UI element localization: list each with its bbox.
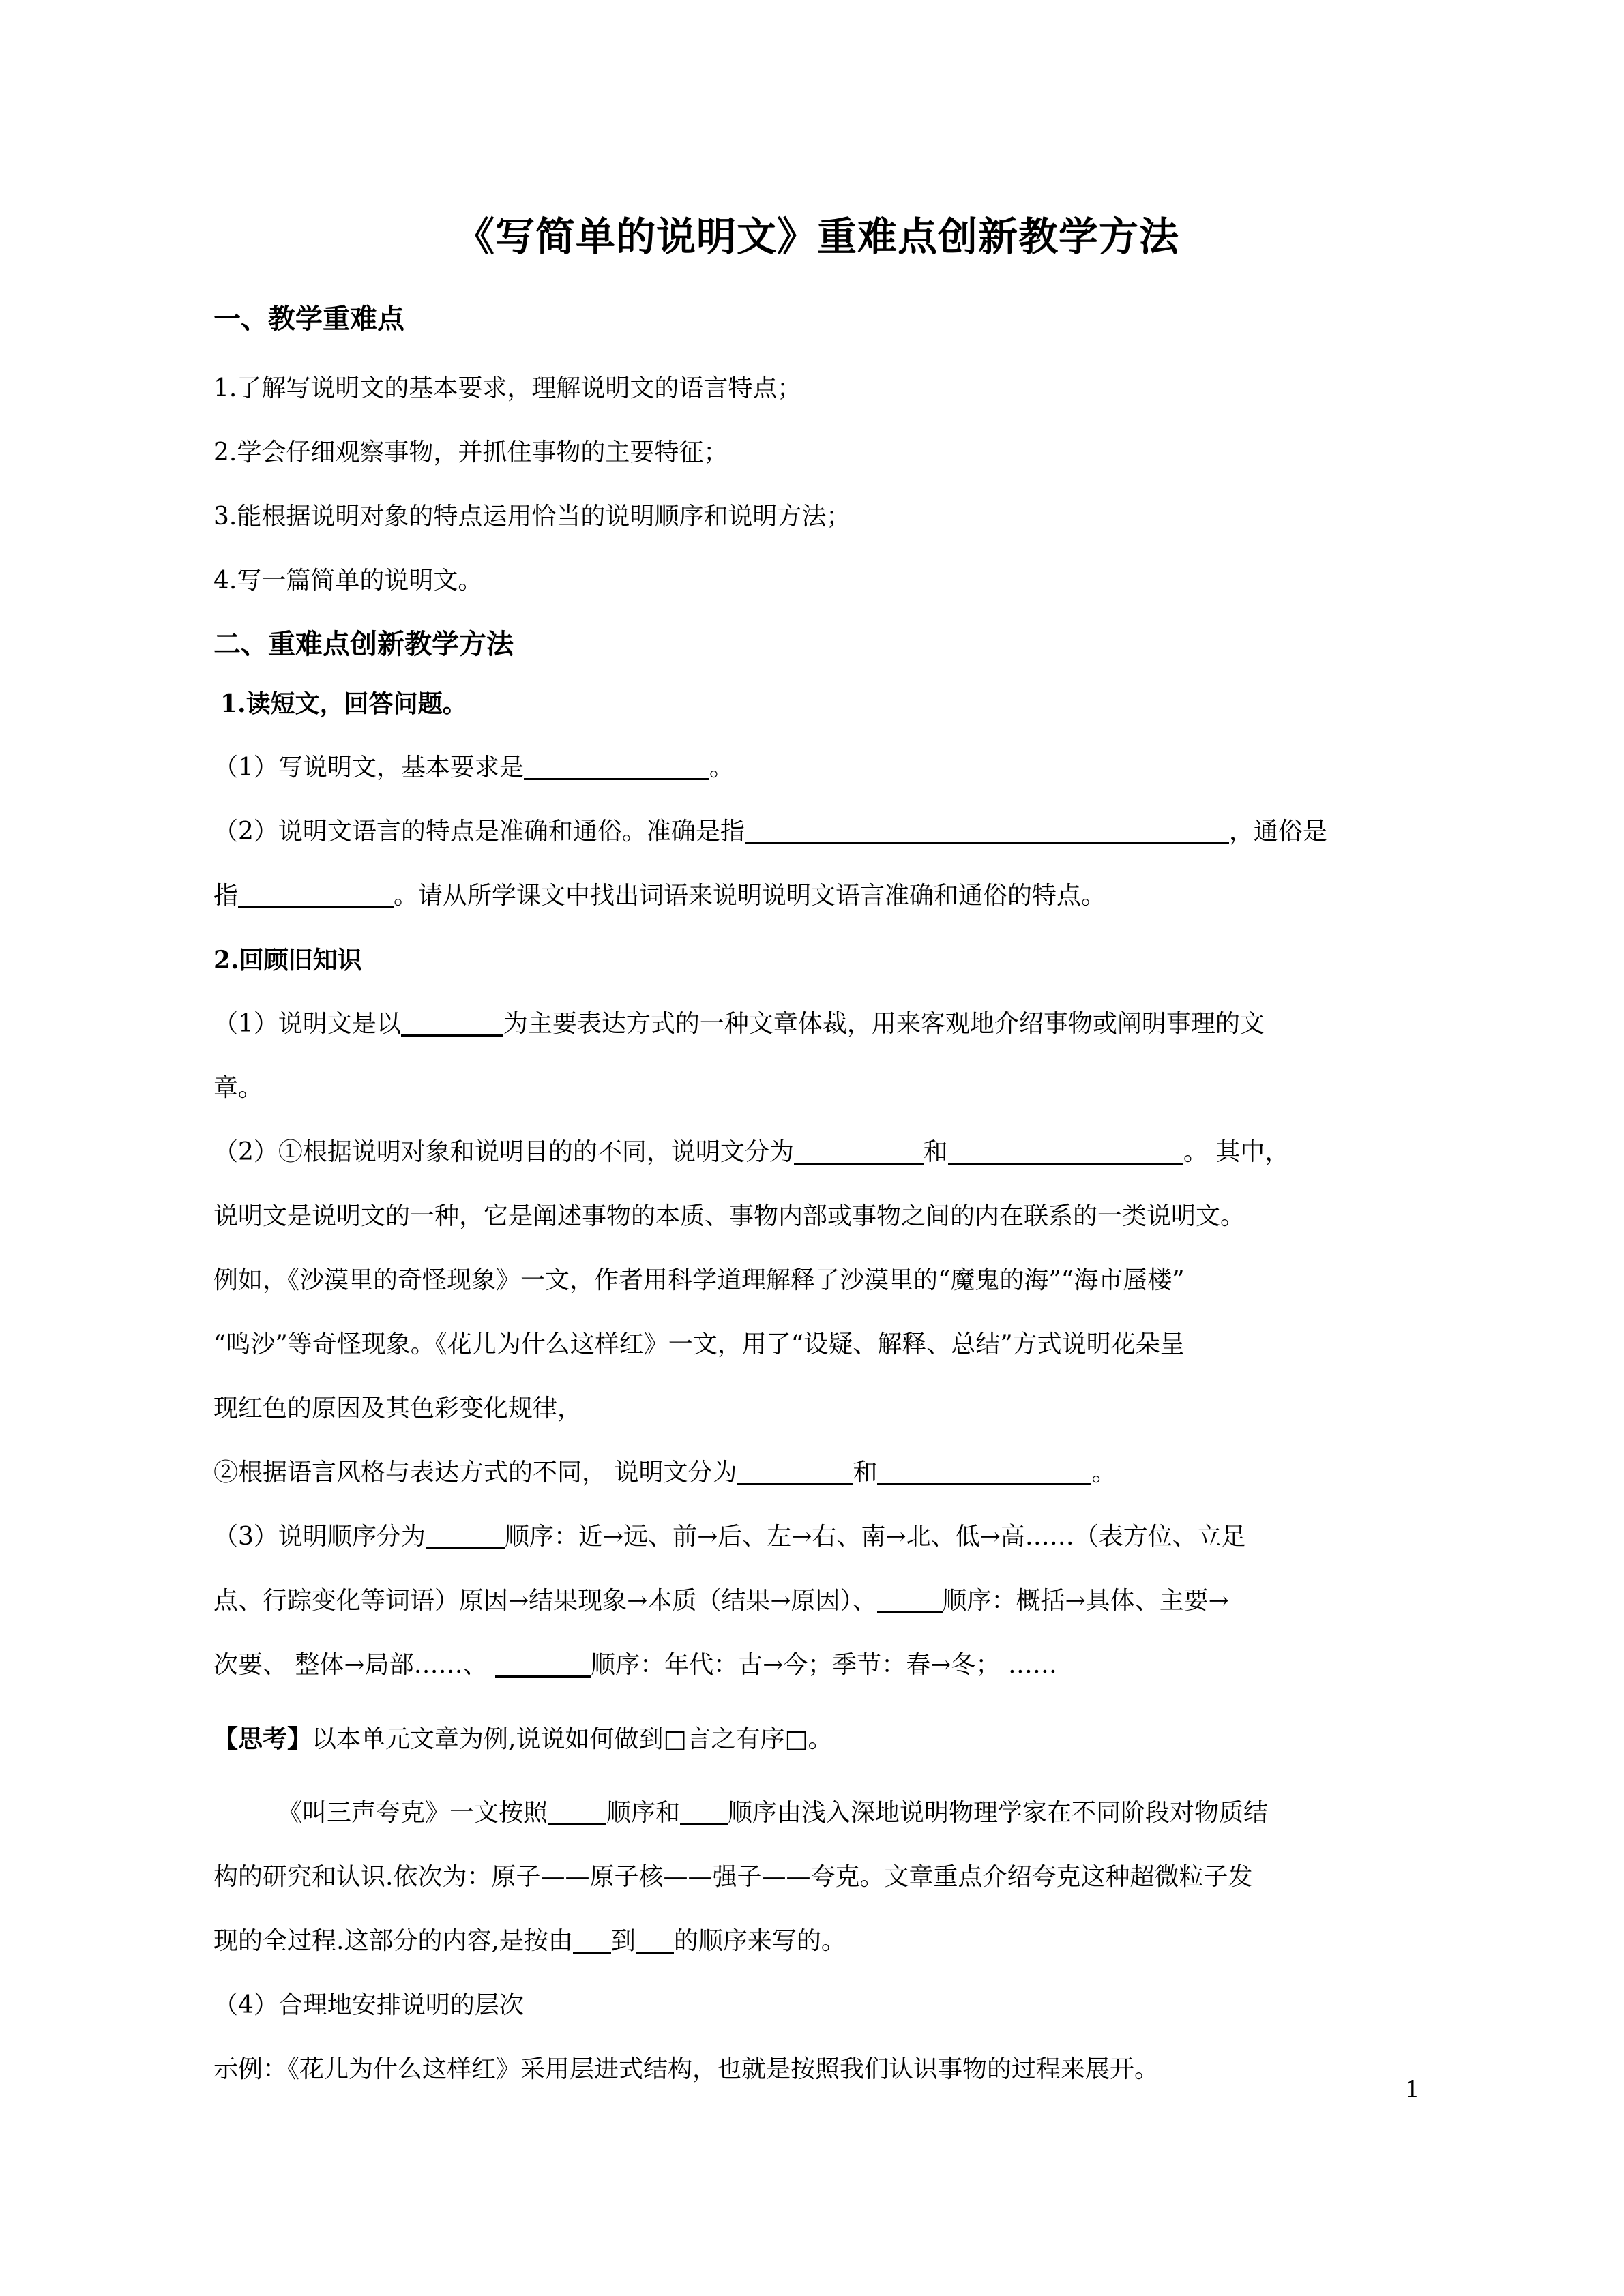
text-span: 。 — [1091, 1459, 1117, 1487]
paragraph: 现红色的原因及其色彩变化规律， — [213, 1395, 582, 1422]
document-body — [213, 205, 1421, 2102]
question-heading-1: 1.读短文，回答问题。 — [220, 689, 467, 718]
page-number: 1 — [1405, 2076, 1420, 2103]
list-item: 1.了解写说明文的基本要求，理解说明文的语言特点； — [213, 374, 802, 402]
fill-blank — [495, 1650, 591, 1678]
text-span: 以本单元文章为例,说说如何做到□言之有序□。 — [312, 1725, 833, 1753]
paragraph — [213, 1909, 1421, 1973]
list-item: 2.学会仔细观察事物，并抓住事物的主要特征； — [213, 438, 728, 466]
paragraph — [213, 1707, 1421, 1772]
question-heading-2: 2.回顾旧知识 — [213, 946, 362, 974]
section-heading-2: 二、重难点创新教学方法 — [213, 629, 514, 660]
text-span: 。 — [709, 754, 734, 781]
text-span: （2）①根据说明对象和说明目的的不同，说明文分为 — [213, 1138, 794, 1166]
paragraph — [213, 1120, 1421, 1184]
paragraph — [213, 800, 1421, 864]
text-span: 顺序：年代：古→今；季节：春→冬； …… — [591, 1651, 1057, 1679]
list-item: 3.能根据说明对象的特点运用恰当的说明顺序和说明方法； — [213, 503, 851, 531]
fill-blank — [877, 1457, 1091, 1485]
text-span: （1）说明文是以 — [213, 1010, 401, 1038]
paragraph: 说明文是说明文的一种，它是阐述事物的本质、事物内部或事物之间的内在联系的一类说明文。 — [213, 1202, 1245, 1230]
fill-blank — [573, 1926, 611, 1954]
text-span: 现的全过程.这部分的内容,是按由 — [213, 1927, 573, 1955]
text-span: 顺序：概括→具体、主要→ — [942, 1587, 1229, 1615]
paragraph — [213, 736, 1421, 800]
think-label: 【思考】 — [213, 1725, 312, 1753]
paragraph: 章。 — [213, 1074, 263, 1102]
fill-blank — [794, 1137, 924, 1165]
text-span: 和 — [923, 1138, 948, 1166]
fill-blank — [737, 1457, 853, 1485]
paragraph: 例如，《沙漠里的奇怪现象》一文，作者用科学道理解释了沙漠里的“魔鬼的海”“海市蜃楼” — [213, 1266, 1185, 1294]
paragraph: “鸣沙”等奇怪现象。《花儿为什么这样红》一文，用了“设疑、解释、总结”方式说明花朵呈 — [213, 1330, 1185, 1358]
text-span: 次要、 整体→局部……、 — [213, 1651, 496, 1679]
paragraph — [213, 1505, 1421, 1569]
text-span: （2）说明文语言的特点是准确和通俗。准确是指 — [213, 818, 745, 846]
text-span: 的顺序来写的。 — [673, 1927, 846, 1955]
paragraph — [213, 1781, 1421, 1845]
paragraph — [213, 1569, 1421, 1633]
paragraph — [213, 992, 1421, 1056]
fill-blank — [401, 1009, 503, 1037]
text-span: 。请从所学课文中找出词语来说明说明文语言准确和通俗的特点。 — [394, 882, 1106, 910]
text-span: 顺序由浅入深地说明物理学家在不同阶段对物质结 — [728, 1799, 1269, 1827]
paragraph: 构的研究和认识.依次为：原子——原子核——强子——夸克。文章重点介绍夸克这种超微粒子发 — [213, 1863, 1253, 1891]
text-span: 和 — [853, 1459, 878, 1487]
text-span: 到 — [610, 1927, 636, 1955]
paragraph — [213, 1441, 1421, 1505]
fill-blank — [680, 1798, 728, 1825]
fill-blank — [877, 1585, 943, 1613]
paragraph: 示例：《花儿为什么这样红》采用层进式结构，也就是按照我们认识事物的过程来展开。 — [213, 2055, 1160, 2083]
page-title: 《写简单的说明文》重难点创新教学方法 — [454, 213, 1179, 260]
section-heading-1: 一、教学重难点 — [213, 303, 404, 335]
text-span: 点、行踪变化等词语）原因→结果现象→本质（结果→原因）、 — [213, 1587, 877, 1615]
fill-blank — [745, 816, 1229, 844]
text-span: ②根据语言风格与表达方式的不同， 说明文分为 — [213, 1459, 737, 1487]
text-span: 《叫三声夸克》一文按照 — [278, 1799, 548, 1827]
fill-blank — [948, 1137, 1183, 1165]
fill-blank — [426, 1521, 505, 1549]
paragraph: （4）合理地安排说明的层次 — [213, 1991, 524, 2019]
text-span: 顺序和 — [606, 1799, 681, 1827]
text-span: 顺序：近→远、前→后、左→右、南→北、低→高……（表方位、立足 — [504, 1523, 1246, 1551]
text-span: （1）写说明文，基本要求是 — [213, 754, 524, 781]
text-span: 指 — [213, 882, 239, 910]
paragraph — [213, 1633, 1421, 1697]
fill-blank — [548, 1798, 606, 1825]
text-span: 。 其中， — [1183, 1138, 1290, 1166]
list-item: 4.写一篇简单的说明文。 — [213, 567, 483, 595]
fill-blank — [238, 880, 394, 908]
paragraph — [213, 864, 1421, 928]
text-span: （3）说明顺序分为 — [213, 1523, 426, 1551]
fill-blank — [524, 752, 709, 780]
text-span: ，通俗是 — [1228, 818, 1327, 846]
text-span: 为主要表达方式的一种文章体裁，用来客观地介绍事物或阐明事理的文 — [503, 1010, 1265, 1038]
fill-blank — [636, 1926, 674, 1954]
